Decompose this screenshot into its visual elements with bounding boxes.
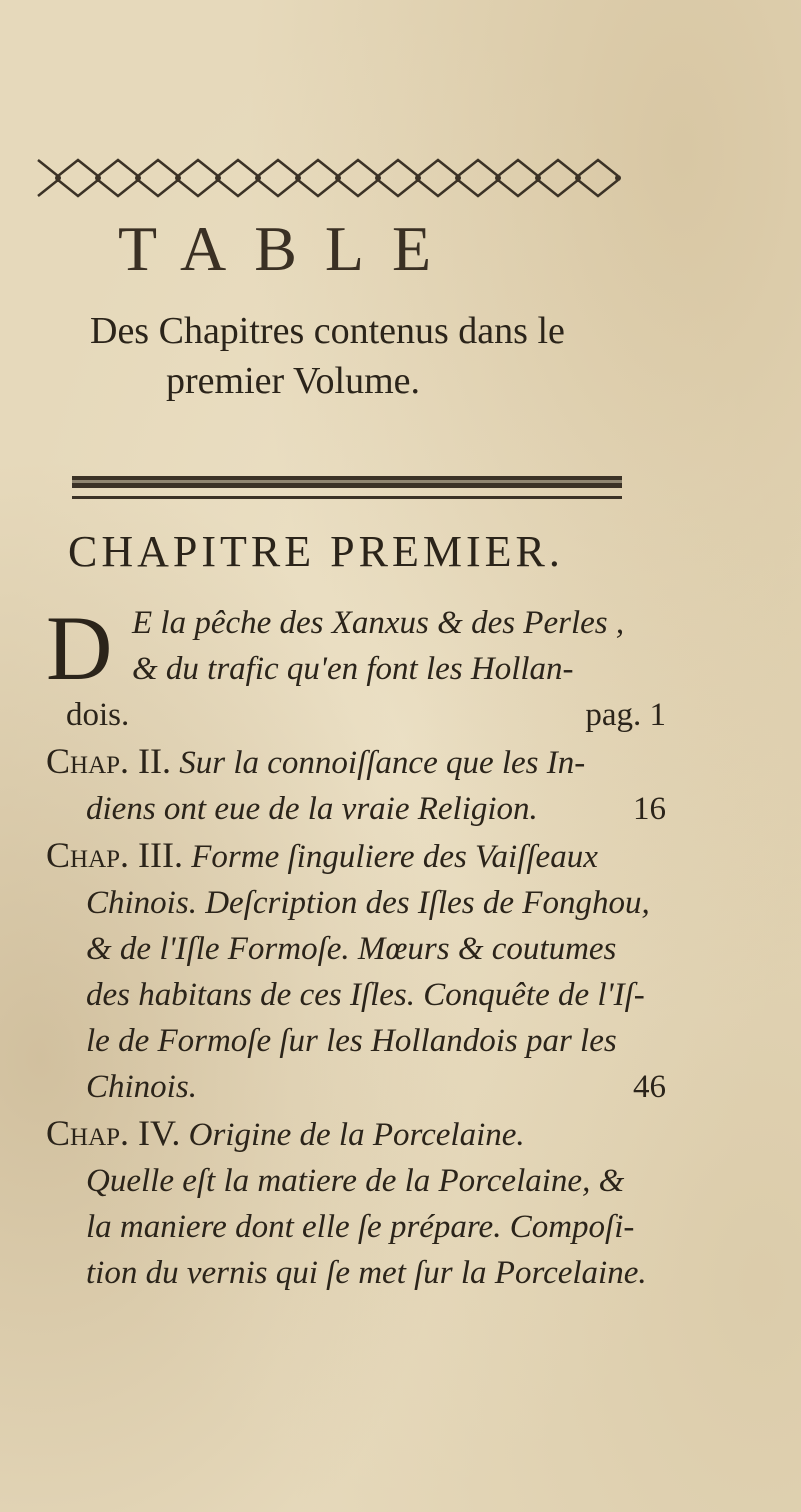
entry-line: Origine de la Porcelaine. (188, 1117, 525, 1153)
toc-entry-1 (46, 597, 666, 738)
toc-entry-4 (46, 1110, 666, 1296)
page-number: 46 (633, 1069, 666, 1105)
chapter-label: Chap. IV. (46, 1113, 181, 1153)
table-of-contents (46, 597, 666, 1296)
toc-entry-3 (46, 832, 666, 1110)
drop-cap: D (46, 597, 113, 699)
subtitle-line-2: premier Volume. (166, 360, 420, 402)
entry-line: Chinois. Deſcription des Iſles de Fonghou, (86, 885, 650, 921)
page-number (585, 692, 666, 738)
entry-line: tion du vernis qui ſe met ſur la Porcelaine. (86, 1255, 647, 1291)
page-label: pag. (585, 697, 642, 733)
subtitle (90, 306, 650, 406)
chapter-label: Chap. II. (46, 741, 172, 781)
entry-line-last (46, 1064, 666, 1110)
subtitle-line-1: Des Chapitres contenus dans le (90, 310, 565, 352)
entry-line-first (46, 835, 598, 875)
entry-line-first (46, 1113, 525, 1153)
entry-line: Sur la connoiſſance que les In- (179, 745, 586, 781)
entry-line-last (46, 692, 666, 738)
divider-rule (72, 474, 622, 504)
toc-entry-2 (46, 738, 666, 832)
entry-line: diens ont eue de la vraie Religion. (86, 791, 538, 827)
entry-line-last (46, 786, 666, 832)
entry-line: Quelle eſt la matiere de la Porcelaine, & (86, 1163, 625, 1199)
page-number: 16 (633, 791, 666, 827)
entry-line: des habitans de ces Iſles. Conquête de l'Iſ- (86, 977, 645, 1013)
entry-line: Chinois. (86, 1069, 197, 1105)
entry-line-first (46, 741, 586, 781)
entry-line: & de l'Iſle Formoſe. Mœurs & coutumes (86, 931, 617, 967)
entry-line: dois. (66, 697, 130, 733)
page-value: 1 (649, 697, 666, 733)
entry-line: Forme ſinguliere des Vaiſſeaux (191, 839, 598, 875)
chapter-heading: CHAPITRE PREMIER. (68, 527, 564, 576)
entry-line: & du trafic qu'en font les Hollan- (132, 651, 574, 687)
entry-line: la maniere dont elle ſe prépare. Compoſi- (86, 1209, 635, 1245)
page-title: TABLE (118, 213, 460, 284)
entry-line: le de Formoſe ſur les Hollandois par les (86, 1023, 617, 1059)
entry-line: E la pêche des Xanxus & des Perles , (132, 605, 625, 641)
ornament-band (28, 150, 638, 206)
chapter-label: Chap. III. (46, 835, 183, 875)
